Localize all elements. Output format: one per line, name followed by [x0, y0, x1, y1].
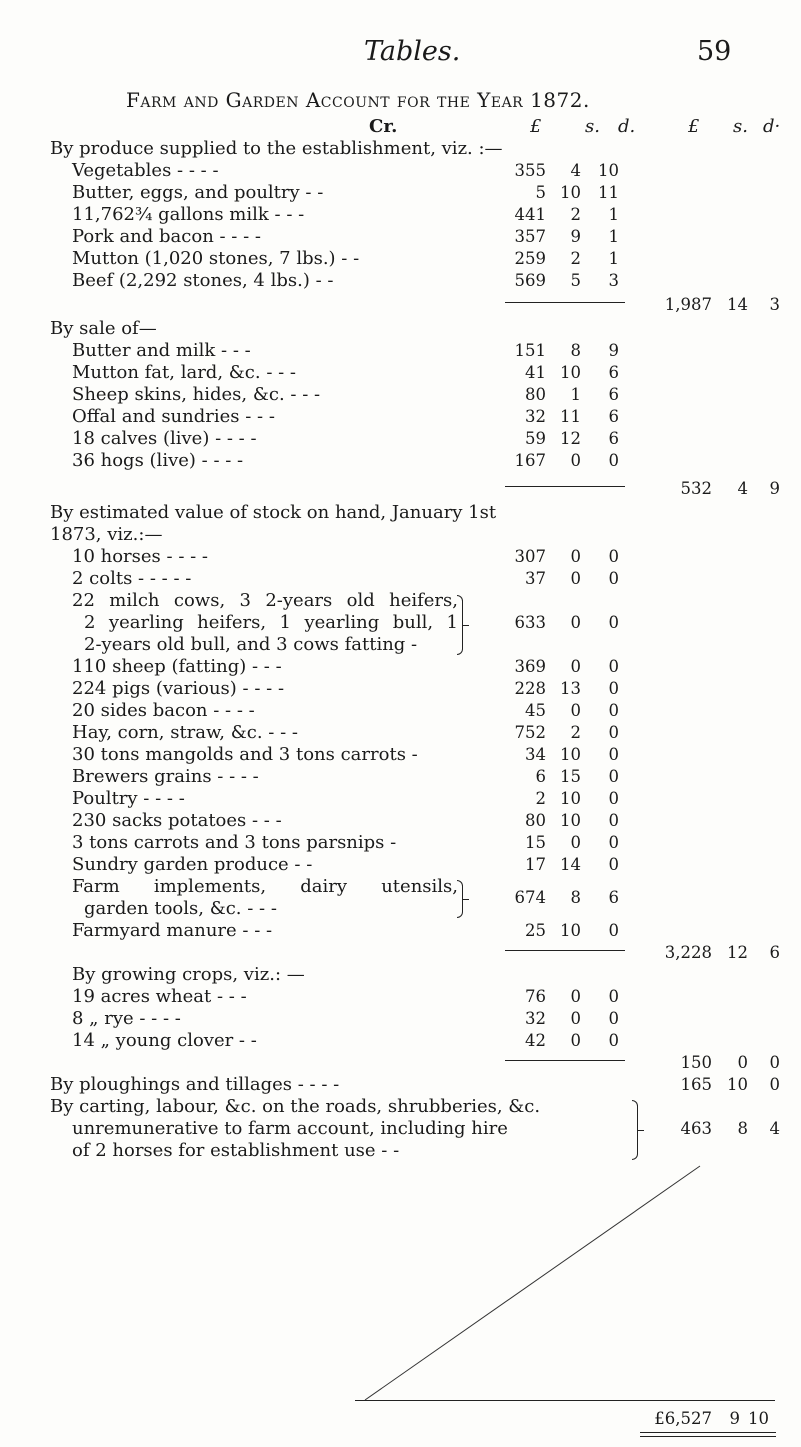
item-pounds: 752 — [514, 723, 546, 742]
item-pounds: 32 — [525, 407, 546, 426]
credit-heading: Cr. — [369, 116, 398, 137]
ploughing-label: By ploughings and tillages - - - - — [50, 1074, 340, 1095]
item-label: Vegetables - - - - — [72, 160, 219, 181]
farm-shillings: 8 — [570, 888, 581, 907]
item-shillings: 10 — [560, 183, 581, 202]
item-pounds: 80 — [525, 811, 546, 830]
item-shillings: 10 — [560, 811, 581, 830]
item-pence: 9 — [608, 341, 619, 360]
total-pounds: 532 — [680, 479, 712, 498]
cows-line-1: 22 milch cows, 3 2-years old heifers, — [72, 590, 458, 611]
crops-heading: By growing crops, viz.: — — [72, 964, 305, 985]
col-shill-1: s. — [585, 116, 600, 137]
item-label: Sheep skins, hides, &c. - - - — [72, 384, 321, 405]
item-label: 20 sides bacon - - - - — [72, 700, 255, 721]
item-label: 8 „ rye - - - - — [72, 1008, 181, 1029]
item-pence: 0 — [608, 547, 619, 566]
page-number: 59 — [697, 36, 732, 67]
item-pounds: 6 — [535, 767, 546, 786]
item-shillings: 10 — [560, 745, 581, 764]
col-shill-2: s. — [733, 116, 748, 137]
item-pence: 0 — [608, 833, 619, 852]
total-pounds: 165 — [680, 1075, 712, 1094]
total-shillings: 12 — [727, 943, 748, 962]
total-pounds: 1,987 — [664, 295, 712, 314]
item-pounds: 307 — [514, 547, 546, 566]
item-pounds: 32 — [525, 1009, 546, 1028]
item-label: Sundry garden produce - - — [72, 854, 313, 875]
item-pence: 0 — [608, 451, 619, 470]
account-title: Farm and Garden Account for the Year 1872. — [126, 88, 590, 112]
item-label: Pork and bacon - - - - — [72, 226, 261, 247]
item-pounds: 2 — [535, 789, 546, 808]
item-shillings: 0 — [570, 547, 581, 566]
item-label: 18 calves (live) - - - - — [72, 428, 257, 449]
total-pence: 6 — [769, 943, 780, 962]
item-pence: 6 — [608, 407, 619, 426]
item-shillings: 0 — [570, 1009, 581, 1028]
item-pounds: 441 — [514, 205, 546, 224]
item-label: Beef (2,292 stones, 4 lbs.) - - — [72, 270, 334, 291]
item-pounds: 15 — [525, 833, 546, 852]
item-shillings: 9 — [570, 227, 581, 246]
total-shillings: 14 — [727, 295, 748, 314]
item-label: 10 horses - - - - — [72, 546, 209, 567]
item-shillings: 0 — [570, 657, 581, 676]
item-shillings: 14 — [560, 855, 581, 874]
item-label: 14 „ young clover - - — [72, 1030, 257, 1051]
total-shillings: 10 — [727, 1075, 748, 1094]
item-shillings: 0 — [570, 569, 581, 588]
item-pence: 10 — [598, 161, 619, 180]
item-shillings: 0 — [570, 1031, 581, 1050]
total-pence: 9 — [769, 479, 780, 498]
item-label: Offal and sundries - - - — [72, 406, 275, 427]
total-pence: 0 — [769, 1053, 780, 1072]
item-pounds: 34 — [525, 745, 546, 764]
item-pence: 1 — [608, 205, 619, 224]
item-shillings: 2 — [570, 249, 581, 268]
item-label: 110 sheep (fatting) - - - — [72, 656, 282, 677]
item-shillings: 13 — [560, 679, 581, 698]
item-shillings: 12 — [560, 429, 581, 448]
item-pounds: 369 — [514, 657, 546, 676]
stock-heading-1: By estimated value of stock on hand, January 1st — [50, 502, 497, 523]
col-pence-2: d· — [763, 116, 781, 137]
grand-total-shillings: 9 — [729, 1409, 740, 1428]
sales-heading: By sale of— — [50, 318, 157, 339]
item-pence: 0 — [608, 657, 619, 676]
item-pounds: 5 — [535, 183, 546, 202]
item-shillings: 0 — [570, 451, 581, 470]
item-pence: 0 — [608, 723, 619, 742]
carting-line-1: By carting, labour, &c. on the roads, shrubberies, &c. — [50, 1096, 541, 1117]
farm-pounds: 674 — [514, 888, 546, 907]
item-label: Butter and milk - - - — [72, 340, 251, 361]
item-label: Mutton (1,020 stones, 7 lbs.) - - — [72, 248, 360, 269]
total-pence: 4 — [769, 1119, 780, 1138]
item-pence: 0 — [608, 789, 619, 808]
item-shillings: 10 — [560, 789, 581, 808]
item-shillings: 4 — [570, 161, 581, 180]
cows-pence: 0 — [608, 613, 619, 632]
item-pence: 6 — [608, 385, 619, 404]
manure-pounds: 25 — [525, 921, 546, 940]
produce-heading: By produce supplied to the establishment, viz. :— — [50, 138, 503, 159]
item-label: 36 hogs (live) - - - - — [72, 450, 244, 471]
grand-total-rule — [355, 1400, 775, 1401]
item-label: 11,762¾ gallons milk - - - — [72, 204, 305, 225]
item-shillings: 2 — [570, 723, 581, 742]
item-pence: 0 — [608, 679, 619, 698]
col-pound-2: £ — [688, 116, 700, 137]
item-pounds: 228 — [514, 679, 546, 698]
cows-pounds: 633 — [514, 613, 546, 632]
item-pounds: 357 — [514, 227, 546, 246]
total-pence: 3 — [769, 295, 780, 314]
farm-pence: 6 — [608, 888, 619, 907]
item-shillings: 10 — [560, 363, 581, 382]
item-label: 30 tons mangolds and 3 tons carrots - — [72, 744, 418, 765]
total-shillings: 8 — [737, 1119, 748, 1138]
item-label: 19 acres wheat - - - — [72, 986, 247, 1007]
cows-line-3: 2-years old bull, and 3 cows fatting - — [84, 634, 418, 655]
total-pounds: 3,228 — [664, 943, 712, 962]
grand-total-pence: 10 — [748, 1409, 769, 1428]
item-pounds: 151 — [514, 341, 546, 360]
item-pence: 0 — [608, 811, 619, 830]
item-pounds: 37 — [525, 569, 546, 588]
manure-label: Farmyard manure - - - — [72, 920, 273, 941]
item-pence: 1 — [608, 249, 619, 268]
running-head-title: Tables. — [364, 36, 461, 67]
item-pence: 0 — [608, 745, 619, 764]
item-pounds: 59 — [525, 429, 546, 448]
item-label: Poultry - - - - — [72, 788, 185, 809]
item-pounds: 80 — [525, 385, 546, 404]
item-shillings: 2 — [570, 205, 581, 224]
item-pence: 0 — [608, 767, 619, 786]
total-shillings: 4 — [737, 479, 748, 498]
farm-line-2: garden tools, &c. - - - — [84, 898, 277, 919]
item-pounds: 42 — [525, 1031, 546, 1050]
item-pence: 1 — [608, 227, 619, 246]
total-pounds: 150 — [680, 1053, 712, 1072]
item-shillings: 0 — [570, 701, 581, 720]
item-label: 230 sacks potatoes - - - — [72, 810, 282, 831]
item-label: 2 colts - - - - - — [72, 568, 192, 589]
col-pence-1: d. — [618, 116, 636, 137]
item-pence: 0 — [608, 1009, 619, 1028]
item-shillings: 8 — [570, 341, 581, 360]
item-shillings: 15 — [560, 767, 581, 786]
item-pounds: 259 — [514, 249, 546, 268]
item-pounds: 76 — [525, 987, 546, 1006]
item-shillings: 0 — [570, 833, 581, 852]
item-pence: 0 — [608, 701, 619, 720]
item-pence: 6 — [608, 429, 619, 448]
item-label: Butter, eggs, and poultry - - — [72, 182, 324, 203]
total-shillings: 0 — [737, 1053, 748, 1072]
total-pounds: 463 — [680, 1119, 712, 1138]
item-pence: 6 — [608, 363, 619, 382]
item-shillings: 11 — [560, 407, 581, 426]
item-pence: 0 — [608, 855, 619, 874]
item-pounds: 45 — [525, 701, 546, 720]
carting-line-2: unremunerative to farm account, including hire — [72, 1118, 508, 1139]
item-shillings: 5 — [570, 271, 581, 290]
farm-line-1: Farm implements, dairy utensils, — [72, 876, 458, 897]
item-label: Mutton fat, lard, &c. - - - — [72, 362, 297, 383]
item-pence: 0 — [608, 987, 619, 1006]
cows-shillings: 0 — [570, 613, 581, 632]
item-pounds: 569 — [514, 271, 546, 290]
cows-line-2: 2 yearling heifers, 1 yearling bull, 1 — [84, 612, 458, 633]
item-pounds: 167 — [514, 451, 546, 470]
item-label: 3 tons carrots and 3 tons parsnips - — [72, 832, 397, 853]
item-pounds: 17 — [525, 855, 546, 874]
item-label: 224 pigs (various) - - - - — [72, 678, 285, 699]
item-pence: 11 — [598, 183, 619, 202]
total-pence: 0 — [769, 1075, 780, 1094]
manure-pence: 0 — [608, 921, 619, 940]
item-pence: 3 — [608, 271, 619, 290]
item-shillings: 1 — [570, 385, 581, 404]
item-label: Hay, corn, straw, &c. - - - — [72, 722, 298, 743]
item-shillings: 0 — [570, 987, 581, 1006]
manure-shillings: 10 — [560, 921, 581, 940]
col-pound-1: £ — [530, 116, 542, 137]
item-pounds: 355 — [514, 161, 546, 180]
item-pounds: 41 — [525, 363, 546, 382]
item-label: Brewers grains - - - - — [72, 766, 259, 787]
item-pence: 0 — [608, 1031, 619, 1050]
grand-total-double-rule — [640, 1432, 776, 1437]
item-pence: 0 — [608, 569, 619, 588]
carting-line-3: of 2 horses for establishment use - - — [72, 1140, 400, 1161]
stock-heading-2: 1873, viz.:— — [50, 524, 163, 545]
grand-total-pounds: £6,527 — [654, 1409, 712, 1428]
